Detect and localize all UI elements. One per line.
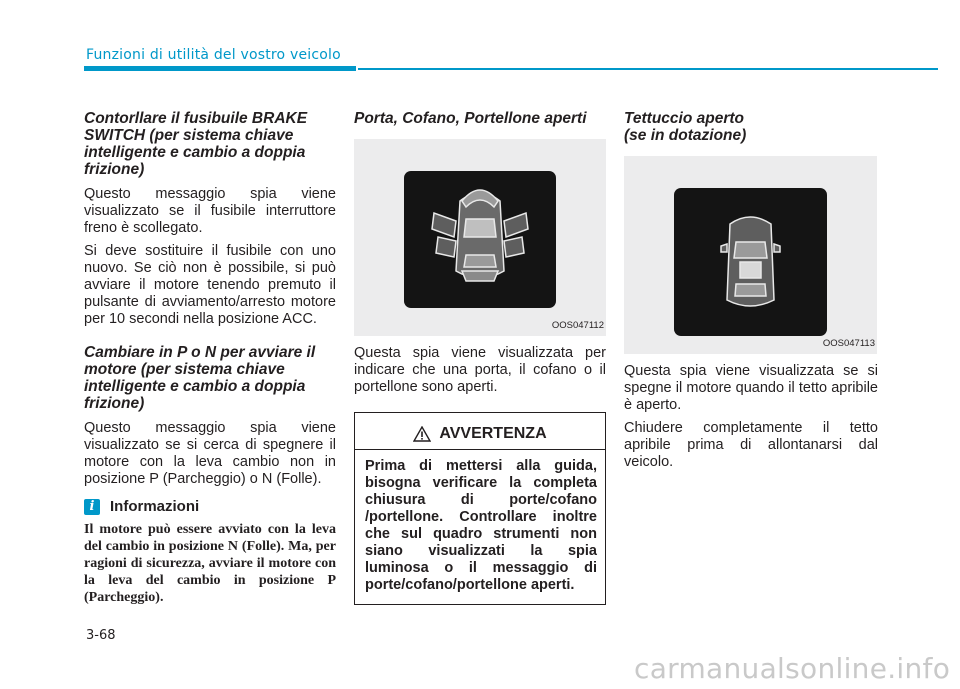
cluster-screen — [404, 171, 556, 308]
warning-header — [355, 413, 605, 450]
page-number: 3-68 — [86, 628, 116, 643]
section-title-doors-open: Porta, Cofano, Portellone aperti — [354, 110, 587, 127]
section-title-brake-switch: Contorllare il fusibuile BRAKE SWITCH (per sistema chiave intelligente e cambio a doppia frizione) — [84, 110, 308, 178]
info-text: Il motore può essere avviato con la leva del cambio in posizione N (Folle). Ma, per ragioni di sicurezza, avviare il motore con la leva del cambio in posizione P (Parcheggio). — [84, 522, 336, 605]
column-left — [84, 110, 336, 606]
section-title-shift-p-n: Cambiare in P o N per avviare il motore (per sistema chiave intelligente e cambio a doppia frizione) — [84, 344, 316, 412]
info-icon: i — [84, 499, 100, 515]
warning-text: Prima di mettersi alla guida, bisogna verificare la completa chiusura di porte/cofano /portellone. Controllare inoltre che sul quadro strumenti non siano visualizzati la spia luminosa o il messaggio di porte/cofano/portellone aperti. — [365, 458, 597, 593]
column-right — [624, 110, 878, 477]
car-doors-open-icon — [404, 171, 556, 308]
warning-triangle-icon — [413, 426, 431, 442]
header-rule-thin — [358, 68, 938, 70]
header-rule-thick — [84, 66, 356, 71]
section-header: Funzioni di utilità del vostro veicolo — [86, 47, 341, 63]
figure-sunroof-open — [624, 156, 877, 354]
column-middle — [354, 110, 606, 605]
figure-code: OOS047112 — [551, 320, 604, 331]
warning-title: AVVERTENZA — [439, 425, 547, 442]
title-line: Tettuccio aperto — [624, 110, 744, 127]
figure-code: OOS047113 — [822, 338, 875, 349]
warning-box — [354, 412, 606, 605]
info-header — [84, 498, 336, 515]
figure-doors-open — [354, 139, 606, 336]
title-line: (se in dotazione) — [624, 127, 747, 144]
car-sunroof-open-icon — [674, 188, 827, 336]
cluster-screen — [674, 188, 827, 336]
info-title: Informazioni — [110, 498, 200, 515]
paragraph: Questa spia viene visualizzata se si spegne il motore quando il tetto apribile è aperto. — [624, 363, 878, 413]
watermark: carmanualsonline.info — [634, 652, 951, 685]
paragraph: Si deve sostituire il fusibile con uno nuovo. Se ciò non è possibile, si può avviare il motore tenendo premuto il pulsante di avviamento/arresto motore per 10 secondi nella posizione ACC. — [84, 243, 336, 327]
paragraph: Chiudere completamente il tetto apribile prima di allontanarsi dal veicolo. — [624, 420, 878, 470]
paragraph: Questo messaggio spia viene visualizzato se il fusibile interruttore freno è scollegato. — [84, 186, 336, 236]
paragraph: Questo messaggio spia viene visualizzato se si cerca di spegnere il motore con la leva cambio non in posizione P (Parcheggio) o N (Folle). — [84, 420, 336, 487]
section-title-sunroof-open — [624, 110, 878, 144]
paragraph: Questa spia viene visualizzata per indicare che una porta, il cofano o il portellone sono aperti. — [354, 345, 606, 395]
